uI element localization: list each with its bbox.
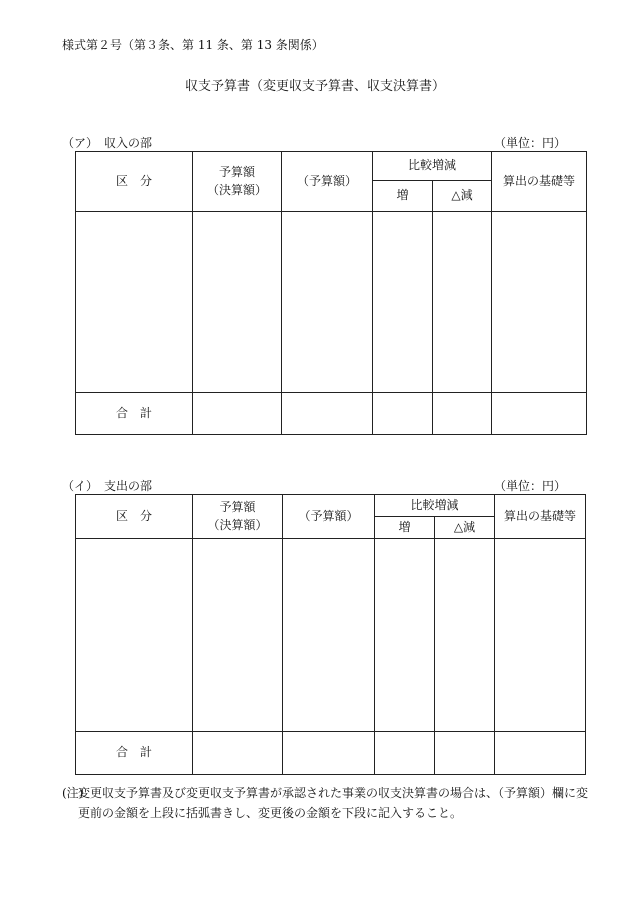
- expense-total-decrease[interactable]: [435, 732, 495, 775]
- income-basis-cell[interactable]: [492, 212, 587, 393]
- expense-budget-paren-cell[interactable]: [283, 539, 375, 732]
- footnote-head: (注): [62, 786, 84, 800]
- footnote-line2: 更前の金額を上段に括弧書きし、変更後の金額を下段に記入すること。: [78, 806, 463, 821]
- income-increase-cell[interactable]: [373, 212, 433, 393]
- expense-total-budget[interactable]: [193, 732, 283, 775]
- income-body-row: [76, 212, 587, 393]
- header-comparison: 比較増減: [373, 152, 492, 181]
- expense-total-label: 合 計: [76, 732, 193, 775]
- header-budget-line1: 予算額: [218, 165, 255, 180]
- income-total-budget-paren[interactable]: [282, 393, 373, 435]
- header-increase: 増: [375, 517, 435, 539]
- header-budget-line2: （決算額）: [207, 517, 268, 532]
- expense-increase-cell[interactable]: [375, 539, 435, 732]
- income-total-basis[interactable]: [492, 393, 587, 435]
- header-budget-paren: （予算額）: [283, 495, 375, 539]
- header-budget: [193, 152, 282, 212]
- income-total-decrease[interactable]: [433, 393, 492, 435]
- expense-decrease-cell[interactable]: [435, 539, 495, 732]
- header-budget-paren: （予算額）: [282, 152, 373, 212]
- form-number: 様式第２号（第３条、第 11 条、第 13 条関係）: [62, 38, 324, 52]
- expense-basis-cell[interactable]: [495, 539, 586, 732]
- header-budget: [193, 495, 283, 539]
- footnote: [62, 783, 607, 824]
- header-basis: 算出の基礎等: [495, 495, 586, 539]
- header-basis: 算出の基礎等: [492, 152, 587, 212]
- expense-table: [75, 494, 586, 775]
- income-category-cell[interactable]: [76, 212, 193, 393]
- footnote-line1: 変更収支予算書及び変更収支予算書が承認された事業の収支決算書の場合は、（予算額）欄に変: [78, 786, 589, 800]
- income-budget-cell[interactable]: [193, 212, 282, 393]
- income-budget-paren-cell[interactable]: [282, 212, 373, 393]
- income-total-increase[interactable]: [373, 393, 433, 435]
- expense-total-budget-paren[interactable]: [283, 732, 375, 775]
- expense-body-row: [76, 539, 586, 732]
- income-unit-label: （単位：円）: [494, 136, 567, 150]
- expense-budget-cell[interactable]: [193, 539, 283, 732]
- income-total-budget[interactable]: [193, 393, 282, 435]
- income-table: [75, 151, 587, 435]
- header-category: 区 分: [76, 495, 193, 539]
- expense-total-row: [76, 732, 586, 775]
- document-title: 収支予算書（変更収支予算書、収支決算書）: [184, 79, 445, 94]
- income-total-label: 合 計: [76, 393, 193, 435]
- header-category: 区 分: [76, 152, 193, 212]
- header-budget-line2: （決算額）: [206, 182, 267, 197]
- expense-unit-label: （単位：円）: [494, 479, 567, 493]
- income-section-label: （ア） 収入の部: [62, 136, 153, 150]
- expense-total-increase[interactable]: [375, 732, 435, 775]
- header-increase: 増: [373, 181, 433, 212]
- header-budget-line1: 予算額: [219, 500, 256, 515]
- income-decrease-cell[interactable]: [433, 212, 492, 393]
- header-decrease: △減: [433, 181, 492, 212]
- expense-section-label: （イ） 支出の部: [62, 479, 153, 493]
- header-decrease: △減: [435, 517, 495, 539]
- income-total-row: [76, 393, 587, 435]
- header-comparison: 比較増減: [375, 495, 495, 517]
- expense-total-basis[interactable]: [495, 732, 586, 775]
- expense-category-cell[interactable]: [76, 539, 193, 732]
